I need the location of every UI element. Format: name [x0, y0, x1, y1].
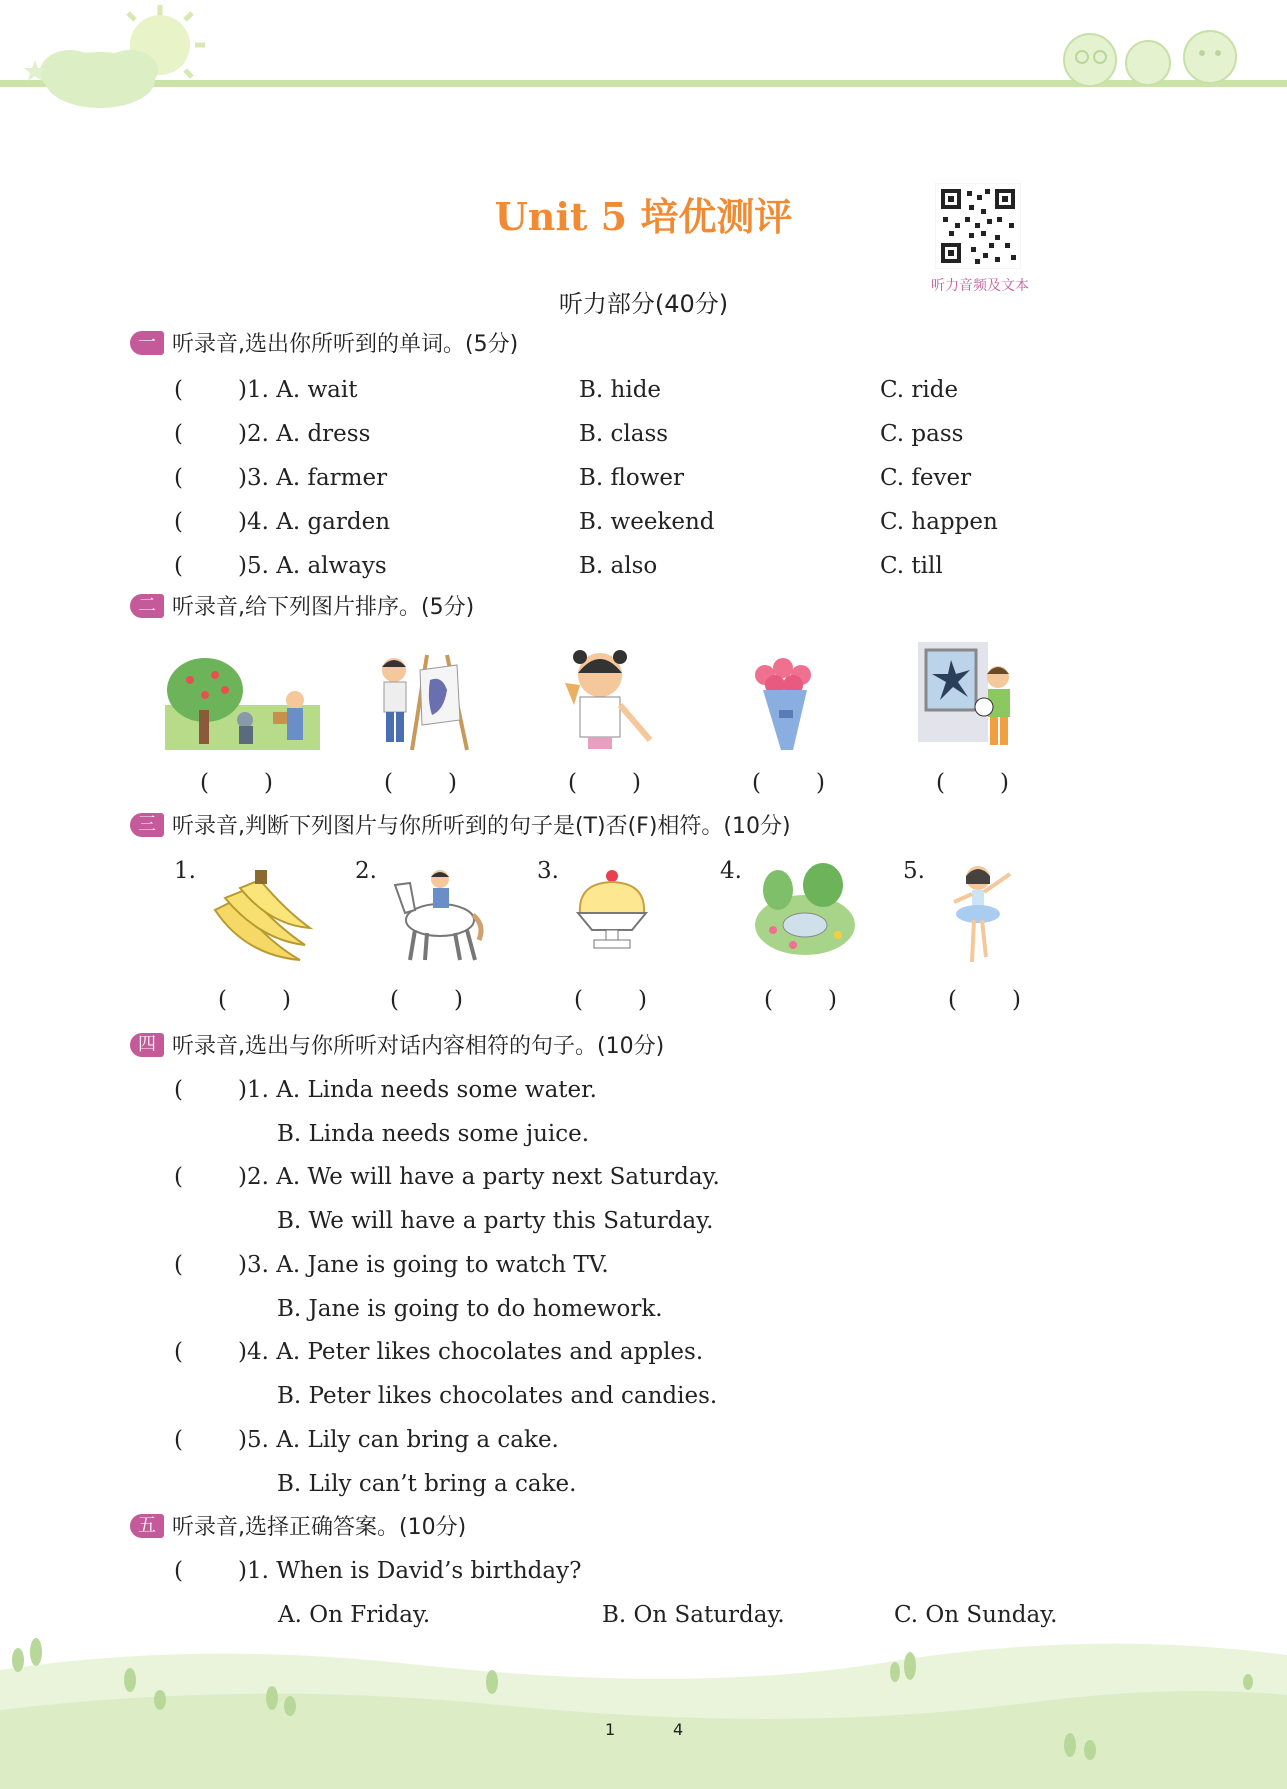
broken-window-boy-image [918, 642, 1023, 754]
option-a: )5. A. Lily can bring a cake. [238, 1427, 559, 1453]
picture-number: 1. [174, 858, 196, 884]
answer-blank-open: ( [174, 421, 183, 447]
picture-number: 4. [720, 858, 742, 884]
page-number-digit-2: 4 [673, 1720, 684, 1739]
answer-blank-close: ) [282, 987, 291, 1013]
ballet-girl-image [948, 862, 1018, 977]
option-a: )1. A. Linda needs some water. [238, 1077, 597, 1103]
section-badge: 三 [130, 813, 164, 837]
picture-number: 5. [903, 858, 925, 884]
answer-blank-open: ( [174, 1077, 183, 1103]
painting-boy-image [372, 645, 472, 755]
option-b: B. Jane is going to do homework. [277, 1296, 663, 1322]
section-badge: 二 [130, 594, 164, 618]
section-4-heading [130, 1032, 664, 1062]
option-b: B. weekend [579, 509, 715, 535]
hills-footer-decoration [0, 1630, 1287, 1789]
section-heading-text: 听录音,选出与你所听对话内容相符的句子。(10分) [172, 1034, 665, 1059]
answer-blank-open: ( [174, 377, 183, 403]
section-1-heading [130, 330, 518, 360]
animal-faces-decoration [1050, 15, 1250, 90]
option-c: C. happen [880, 509, 998, 535]
option-b: B. Lily can’t bring a cake. [277, 1471, 577, 1497]
section-2-heading [130, 593, 474, 623]
answer-blank-open: ( [218, 987, 227, 1013]
girl-eating-icecream-image [560, 645, 660, 755]
ice-cream-sundae-image [570, 868, 655, 953]
answer-blank-open: ( [174, 1427, 183, 1453]
farm-scene-image [165, 650, 320, 750]
answer-blank-close: ) [638, 987, 647, 1013]
listening-section-title: 听力部分(40分) [558, 290, 729, 318]
bananas-image [205, 870, 315, 965]
answer-blank-open: ( [174, 509, 183, 535]
sun-cloud-decoration [0, 0, 220, 120]
option-b: B. also [579, 553, 658, 579]
answer-blank-close: ) [1000, 770, 1009, 796]
section-3-heading [130, 812, 791, 842]
qr-code-icon[interactable] [935, 183, 1021, 269]
answer-blank-open: ( [174, 1339, 183, 1365]
answer-blank-open: ( [936, 770, 945, 796]
option-b: B. class [579, 421, 669, 447]
answer-blank-close: ) [1012, 987, 1021, 1013]
option-b: B. Peter likes chocolates and candies. [277, 1383, 718, 1409]
flower-bouquet-image [745, 650, 825, 755]
answer-blank-open: ( [752, 770, 761, 796]
page-number-digit-1: 1 [605, 1720, 616, 1739]
section-heading-text: 听录音,选出你所听到的单词。(5分) [172, 332, 519, 357]
section-badge: 四 [130, 1033, 164, 1057]
answer-blank-close: ) [448, 770, 457, 796]
picture-number: 2. [355, 858, 377, 884]
answer-blank-close: ) [816, 770, 825, 796]
option-c: C. On Sunday. [894, 1602, 1058, 1628]
answer-blank-open: ( [174, 1252, 183, 1278]
option-c: C. ride [880, 377, 959, 403]
option-c: C. fever [880, 465, 972, 491]
answer-blank-close: ) [264, 770, 273, 796]
answer-blank-close: ) [828, 987, 837, 1013]
option-a: )4. A. garden [238, 509, 391, 535]
answer-blank-open: ( [568, 770, 577, 796]
page-title: Unit 5 培优测评 [494, 194, 793, 239]
answer-blank-open: ( [574, 987, 583, 1013]
option-c: C. pass [880, 421, 964, 447]
section-heading-text: 听录音,选择正确答案。(10分) [172, 1515, 467, 1540]
answer-blank-open: ( [200, 770, 209, 796]
option-a: )4. A. Peter likes chocolates and apples. [238, 1339, 704, 1365]
answer-blank-open: ( [174, 553, 183, 579]
section-heading-text: 听录音,给下列图片排序。(5分) [172, 595, 475, 620]
option-a: )1. A. wait [238, 377, 358, 403]
option-a: A. On Friday. [278, 1602, 431, 1628]
option-b: B. hide [579, 377, 662, 403]
qr-caption: 听力音频及文本 [931, 278, 1029, 294]
answer-blank-open: ( [174, 1164, 183, 1190]
question-text: )1. When is David’s birthday? [238, 1558, 582, 1584]
answer-blank-open: ( [948, 987, 957, 1013]
option-a: )3. A. Jane is going to watch TV. [238, 1252, 609, 1278]
answer-blank-open: ( [764, 987, 773, 1013]
answer-blank-open: ( [174, 465, 183, 491]
option-a: )2. A. dress [238, 421, 371, 447]
option-a: )3. A. farmer [238, 465, 388, 491]
answer-blank-open: ( [174, 1558, 183, 1584]
section-badge: 五 [130, 1514, 164, 1538]
option-b: B. We will have a party this Saturday. [277, 1208, 714, 1234]
option-b: B. flower [579, 465, 685, 491]
answer-blank-open: ( [390, 987, 399, 1013]
option-b: B. On Saturday. [602, 1602, 785, 1628]
option-a: )2. A. We will have a party next Saturday. [238, 1164, 720, 1190]
picture-number: 3. [537, 858, 559, 884]
option-c: C. till [880, 553, 943, 579]
option-a: )5. A. always [238, 553, 387, 579]
park-garden-image [753, 860, 858, 960]
answer-blank-open: ( [384, 770, 393, 796]
answer-blank-close: ) [454, 987, 463, 1013]
answer-blank-close: ) [632, 770, 641, 796]
section-heading-text: 听录音,判断下列图片与你所听到的句子是(T)否(F)相符。(10分) [172, 814, 791, 839]
boy-riding-horse-image [385, 865, 485, 965]
section-5-heading [130, 1513, 466, 1543]
option-b: B. Linda needs some juice. [277, 1121, 590, 1147]
section-badge: 一 [130, 331, 164, 355]
